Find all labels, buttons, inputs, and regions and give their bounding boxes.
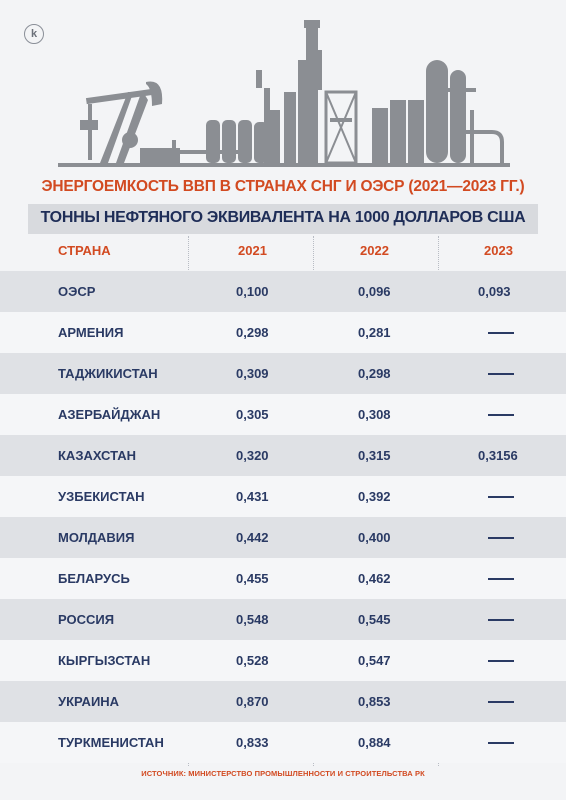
country-cell: АРМЕНИЯ	[58, 325, 124, 340]
value-2021-cell: 0,320	[236, 448, 269, 463]
oil-refinery-illustration	[0, 0, 566, 180]
no-data-dash	[488, 373, 514, 375]
value-2021-cell: 0,455	[236, 571, 269, 586]
header-2023: 2023	[484, 243, 513, 258]
table-row	[0, 599, 566, 640]
value-2022-cell: 0,853	[358, 694, 391, 709]
country-cell: ТАДЖИКИСТАН	[58, 366, 158, 381]
value-2022-cell: 0,315	[358, 448, 391, 463]
no-data-dash	[488, 414, 514, 416]
country-cell: БЕЛАРУСЬ	[58, 571, 130, 586]
no-data-dash	[488, 578, 514, 580]
table-row	[0, 558, 566, 599]
country-cell: РОССИЯ	[58, 612, 115, 627]
country-cell: ОЭСР	[58, 284, 96, 299]
value-2021-cell: 0,298	[236, 325, 269, 340]
header-2021: 2021	[238, 243, 267, 258]
country-cell: АЗЕРБАЙДЖАН	[58, 407, 161, 422]
country-cell: УЗБЕКИСТАН	[58, 489, 145, 504]
value-2021-cell: 0,431	[236, 489, 269, 504]
value-2021-cell: 0,870	[236, 694, 269, 709]
source-note: ИСТОЧНИК: МИНИСТЕРСТВО ПРОМЫШЛЕННОСТИ И СТРОИТЕЛЬСТВА РК	[141, 769, 425, 778]
value-2022-cell: 0,884	[358, 735, 391, 750]
value-2022-cell: 0,545	[358, 612, 391, 627]
page-title: ЭНЕРГОЕМКОСТЬ ВВП В СТРАНАХ СНГ И ОЭСР (2021—2023 ГГ.)	[41, 178, 525, 195]
header-country: СТРАНА	[58, 243, 111, 258]
table-row	[0, 722, 566, 763]
value-2022-cell: 0,096	[358, 284, 391, 299]
value-2021-cell: 0,100	[236, 284, 269, 299]
table-row	[0, 271, 566, 312]
value-2023-cell: 0,093	[478, 284, 511, 299]
no-data-dash	[488, 742, 514, 744]
table-row	[0, 312, 566, 353]
no-data-dash	[488, 332, 514, 334]
no-data-dash	[488, 660, 514, 662]
value-2021-cell: 0,442	[236, 530, 269, 545]
value-2022-cell: 0,547	[358, 653, 391, 668]
header-2022: 2022	[360, 243, 389, 258]
value-2022-cell: 0,298	[358, 366, 391, 381]
table-body	[0, 271, 566, 763]
table-row	[0, 394, 566, 435]
country-cell: МОЛДАВИЯ	[58, 530, 135, 545]
energy-intensity-table	[0, 230, 566, 763]
value-2022-cell: 0,462	[358, 571, 391, 586]
value-2023-cell: 0,3156	[478, 448, 518, 463]
value-2021-cell: 0,309	[236, 366, 269, 381]
no-data-dash	[488, 496, 514, 498]
value-2021-cell: 0,548	[236, 612, 269, 627]
table-header	[0, 230, 566, 271]
table-row	[0, 640, 566, 681]
value-2022-cell: 0,281	[358, 325, 391, 340]
no-data-dash	[488, 701, 514, 703]
value-2021-cell: 0,528	[236, 653, 269, 668]
value-2022-cell: 0,400	[358, 530, 391, 545]
country-cell: КЫРГЫЗСТАН	[58, 653, 151, 668]
country-cell: ТУРКМЕНИСТАН	[58, 735, 164, 750]
table-row	[0, 476, 566, 517]
no-data-dash	[488, 619, 514, 621]
value-2021-cell: 0,305	[236, 407, 269, 422]
table-row	[0, 517, 566, 558]
table-row	[0, 353, 566, 394]
value-2021-cell: 0,833	[236, 735, 269, 750]
ground-line	[58, 163, 510, 167]
value-2022-cell: 0,392	[358, 489, 391, 504]
table-row	[0, 435, 566, 476]
no-data-dash	[488, 537, 514, 539]
country-cell: УКРАИНА	[58, 694, 120, 709]
value-2022-cell: 0,308	[358, 407, 391, 422]
country-cell: КАЗАХСТАН	[58, 448, 136, 463]
table-row	[0, 681, 566, 722]
page-subtitle: ТОННЫ НЕФТЯНОГО ЭКВИВАЛЕНТА НА 1000 ДОЛЛАРОВ США	[40, 209, 526, 226]
title-band	[28, 176, 538, 238]
brand-logo-letter: k	[30, 28, 38, 40]
